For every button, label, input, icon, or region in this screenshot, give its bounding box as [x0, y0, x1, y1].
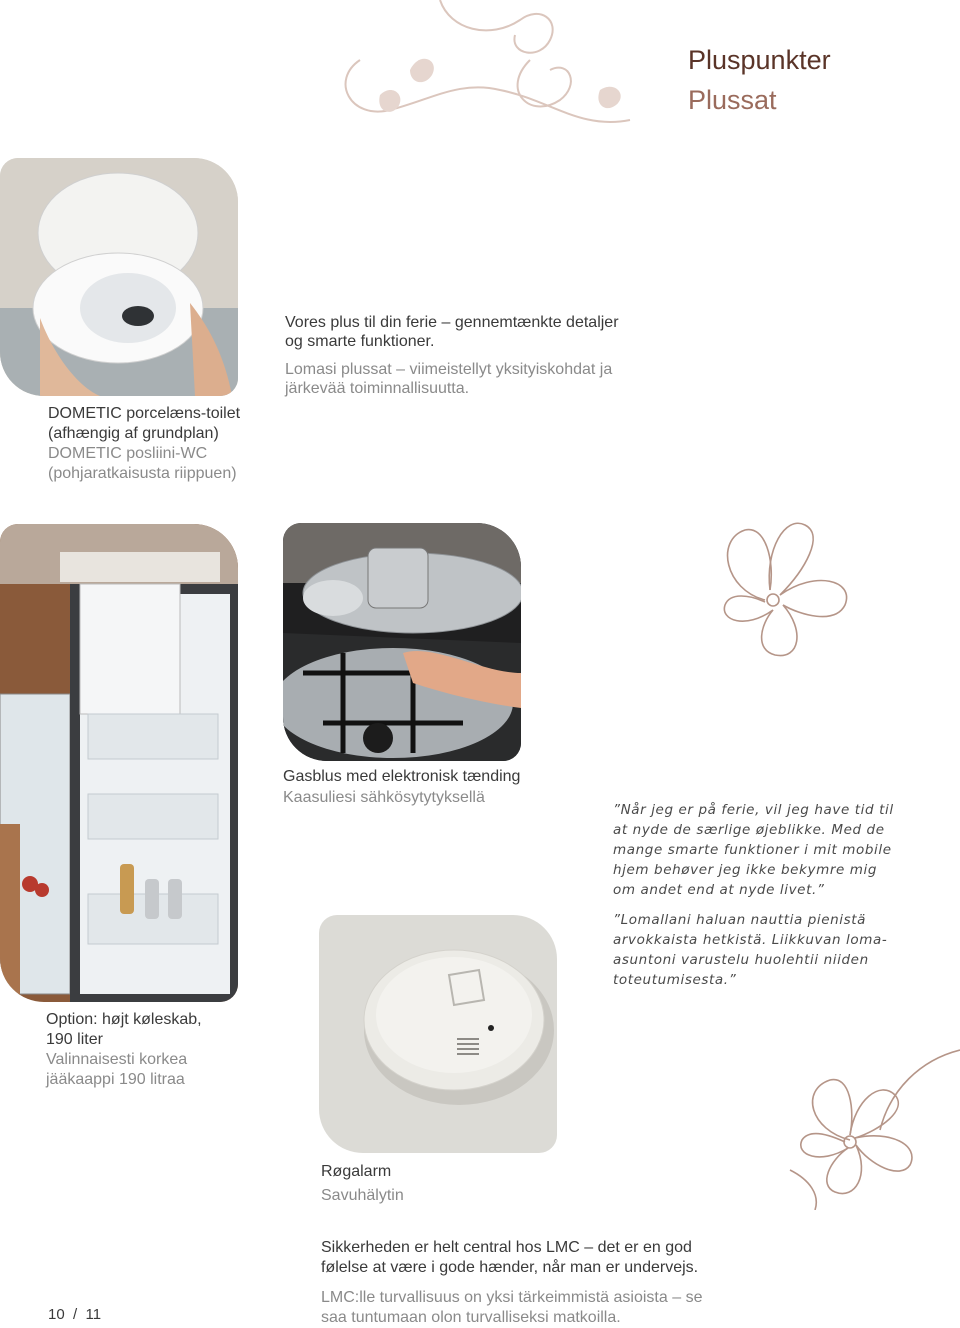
gas-caption-da: Gasblus med elektronisk tænding [283, 768, 521, 785]
fridge-caption-fi-2: jääkaappi 190 litraa [46, 1071, 185, 1088]
toilet-caption-fi-1: DOMETIC posliini-WC [48, 445, 208, 462]
decorative-flower-bottom [760, 1030, 960, 1210]
smoke-caption-da: Røgalarm [321, 1163, 392, 1180]
toilet-photo [0, 158, 238, 396]
page-subtitle: Plussat [688, 85, 777, 115]
customer-quote [613, 800, 898, 990]
safety-fi: LMC:lle turvallisuus on yksi tärkeimmistä asioista – se saa tuntumaan olon turvalliseksi matkoilla. [321, 1289, 703, 1326]
decorative-flower-right [705, 510, 895, 670]
toilet-caption-fi-2: (pohjaratkaisusta riippuen) [48, 465, 237, 482]
page-title: Pluspunkter [688, 45, 831, 75]
gas-stove-photo [283, 523, 521, 761]
intro-da: Vores plus til din ferie – gennemtænkte detaljer og smarte funktioner. [285, 314, 619, 350]
fridge-caption-da-1: Option: højt køleskab, [46, 1011, 202, 1028]
fridge-photo [0, 524, 238, 1002]
quote-da: ”Når jeg er på ferie, vil jeg have tid til at nyde de særlige øjeblikke. Med de mange smarte funktioner i mit mobile hjem behøver jeg ikke bekymre mig om andet end at nyde livet.” [613, 802, 894, 898]
fridge-caption-da-2: 190 liter [46, 1031, 103, 1048]
gas-caption [283, 766, 583, 808]
intro-fi: Lomasi plussat – viimeistellyt yksityiskohdat ja järkevää toiminnallisuutta. [285, 361, 613, 397]
smoke-caption [321, 1160, 581, 1208]
intro-text [285, 313, 635, 398]
page-number: 10 / 11 [48, 1306, 102, 1323]
safety-text [321, 1238, 721, 1328]
toilet-caption [48, 404, 268, 484]
toilet-caption-da-1: DOMETIC porcelæns-toilet [48, 405, 241, 422]
toilet-caption-da-2: (afhængig af grundplan) [48, 425, 219, 442]
fridge-caption [46, 1010, 266, 1090]
decorative-swirl-top [300, 0, 680, 140]
safety-da: Sikkerheden er helt central hos LMC – det er en god følelse at være i gode hænder, når man er undervejs. [321, 1239, 699, 1276]
smoke-caption-fi: Savuhälytin [321, 1187, 404, 1204]
smoke-alarm-photo [319, 915, 557, 1153]
quote-fi: ”Lomallani haluan nauttia pienistä arvokkaista hetkistä. Liikkuvan loma-asuntoni varustelu huolehtii niiden toteutumisesta.” [613, 912, 888, 988]
fridge-caption-fi-1: Valinnaisesti korkea [46, 1051, 188, 1068]
gas-caption-fi: Kaasuliesi sähkösytytyksellä [283, 789, 485, 806]
